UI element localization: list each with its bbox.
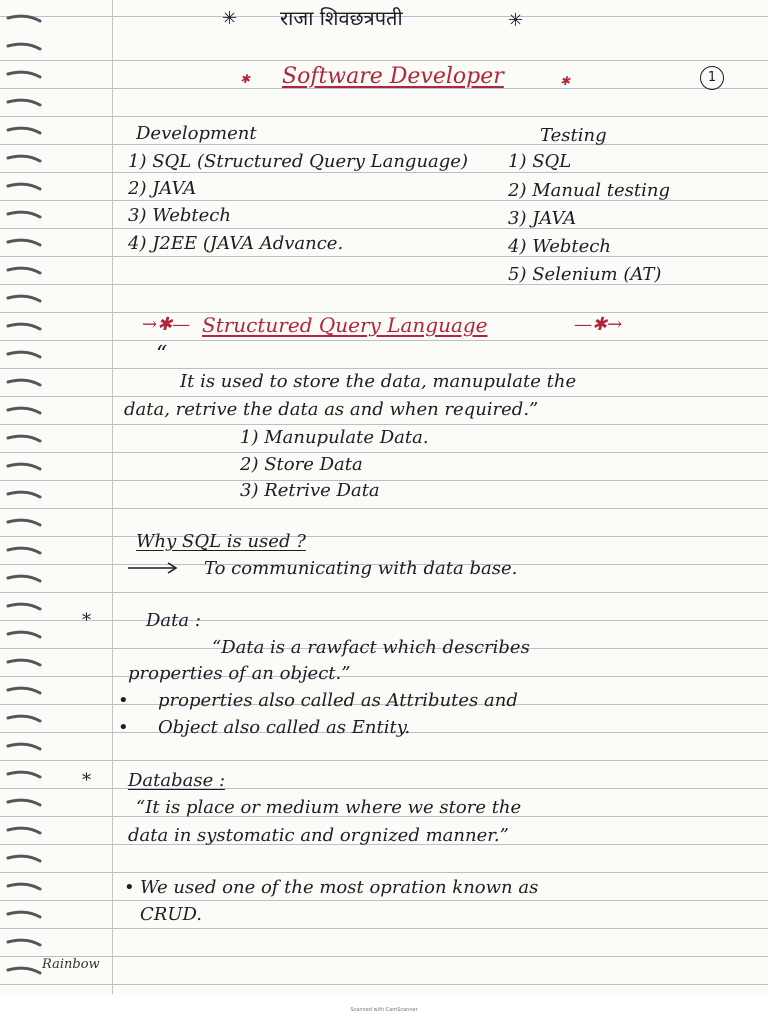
title-star-right-icon: ✱ — [560, 74, 571, 88]
spiral-ring — [8, 688, 40, 693]
spiral-ring — [8, 912, 40, 917]
hindi-title: राजा शिवछत्रपती — [280, 6, 403, 30]
spiral-ring — [8, 128, 40, 133]
spiral-ring — [8, 660, 40, 665]
arrow-right-icon — [128, 561, 180, 575]
spiral-ring — [8, 744, 40, 749]
testing-item: 2) Manual testing — [508, 180, 670, 201]
sql-heading: Structured Query Language — [202, 313, 488, 337]
bullet-icon: • — [118, 717, 129, 738]
scanner-watermark: Scanned with CamScanner — [350, 1007, 418, 1013]
data-definition-line: properties of an object.” — [128, 663, 351, 684]
page-title: Software Developer — [282, 64, 504, 89]
spiral-ring — [8, 156, 40, 161]
spiral-ring — [8, 100, 40, 105]
testing-item: 5) Selenium (AT) — [508, 264, 662, 285]
data-definition-line: “Data is a rawfact which describes — [212, 637, 530, 658]
database-bullet-line: We used one of the most opration known as — [140, 877, 539, 898]
spiral-ring — [8, 72, 40, 77]
sql-point: 1) Manupulate Data. — [240, 427, 429, 448]
spiral-ring — [8, 16, 40, 21]
spiral-ring — [8, 604, 40, 609]
development-item: 4) J2EE (JAVA Advance. — [128, 233, 344, 254]
sql-definition-line: It is used to store the data, manupulate the — [180, 371, 577, 392]
spiral-ring — [8, 44, 40, 49]
database-definition-line: data in systomatic and orgnized manner.” — [128, 825, 509, 846]
spiral-ring — [8, 184, 40, 189]
spiral-ring — [8, 520, 40, 525]
spiral-ring — [8, 240, 40, 245]
why-sql-question: Why SQL is used ? — [136, 531, 306, 552]
sql-point: 3) Retrive Data — [240, 480, 380, 501]
testing-heading: Testing — [540, 125, 607, 146]
database-definition-line: “It is place or medium where we store the — [136, 797, 522, 818]
spiral-ring — [8, 716, 40, 721]
spiral-ring — [8, 884, 40, 889]
spiral-ring — [8, 968, 40, 973]
spiral-ring — [8, 352, 40, 357]
database-marker: * — [82, 770, 91, 791]
title-star-left-icon: ✱ — [240, 72, 251, 86]
database-heading: Database : — [128, 770, 226, 791]
data-bullet: properties also called as Attributes and — [158, 690, 518, 711]
spiral-ring — [8, 576, 40, 581]
testing-item: 1) SQL — [508, 151, 572, 172]
spiral-ring — [8, 268, 40, 273]
sql-point: 2) Store Data — [240, 454, 363, 475]
testing-item: 4) Webtech — [508, 236, 611, 257]
spiral-ring — [8, 324, 40, 329]
spiral-ring — [8, 772, 40, 777]
data-bullet: Object also called as Entity. — [158, 717, 411, 738]
header-star-left-icon: ✳ — [222, 8, 238, 29]
spiral-ring — [8, 632, 40, 637]
development-heading: Development — [136, 123, 257, 144]
spiral-ring — [8, 548, 40, 553]
spiral-ring — [8, 436, 40, 441]
bullet-icon: • — [118, 690, 129, 711]
page-number: 1 — [700, 66, 724, 90]
spiral-ring — [8, 828, 40, 833]
why-sql-answer: To communicating with data base. — [204, 558, 518, 579]
data-marker: * — [82, 610, 91, 631]
spiral-binding — [0, 0, 46, 1024]
notebook-brand: Rainbow — [42, 957, 100, 972]
sql-heading-arrow-left-icon: →✱— — [142, 314, 191, 335]
spiral-ring — [8, 464, 40, 469]
development-item: 1) SQL (Structured Query Language) — [128, 151, 468, 172]
testing-item: 3) JAVA — [508, 208, 577, 229]
development-item: 2) JAVA — [128, 178, 197, 199]
header-star-right-icon: ✳ — [508, 10, 524, 31]
bullet-icon: • — [124, 877, 135, 898]
spiral-ring — [8, 380, 40, 385]
sql-heading-arrow-right-icon: —✱→ — [574, 314, 623, 335]
sql-definition-line: data, retrive the data as and when required.” — [124, 399, 539, 420]
data-heading: Data : — [146, 610, 201, 631]
development-item: 3) Webtech — [128, 205, 231, 226]
open-quote: “ — [156, 342, 168, 367]
margin-line — [112, 0, 113, 1000]
spiral-ring — [8, 492, 40, 497]
spiral-ring — [8, 940, 40, 945]
spiral-ring — [8, 408, 40, 413]
spiral-ring — [8, 856, 40, 861]
spiral-ring — [8, 800, 40, 805]
database-bullet-line: CRUD. — [140, 904, 203, 925]
spiral-ring — [8, 296, 40, 301]
spiral-ring — [8, 212, 40, 217]
